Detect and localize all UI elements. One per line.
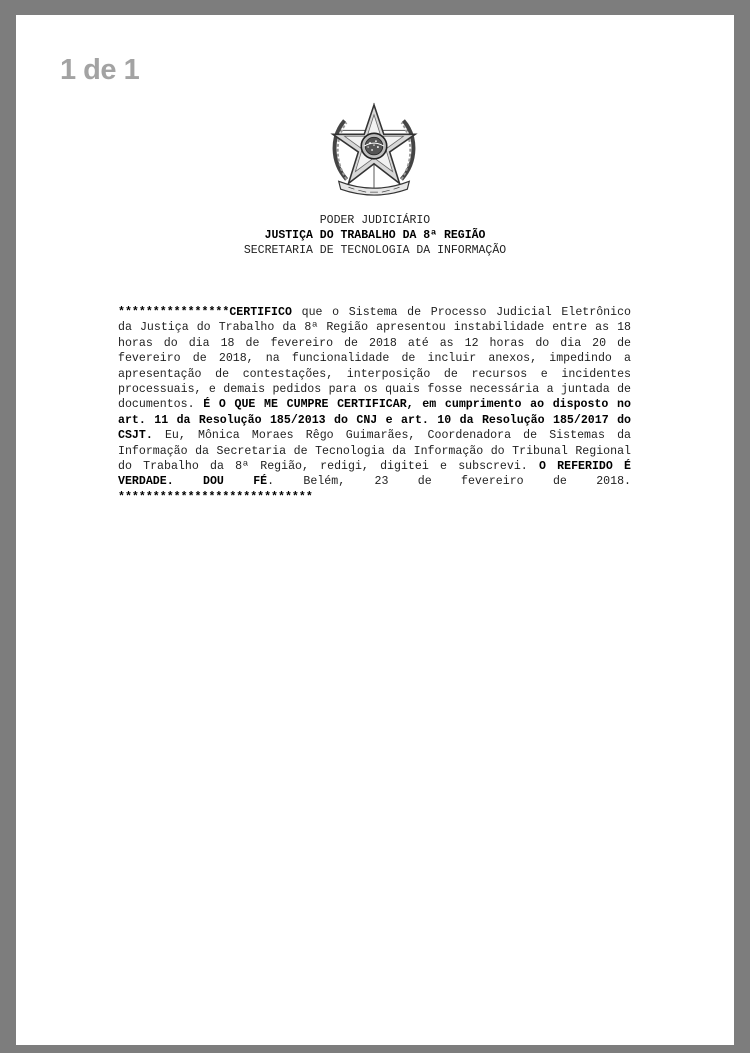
body-segment: Eu, Mônica Moraes Rêgo Guimarães, Coordenadora de Sistemas da Informação da Secretaria de Tecnologia da Informação do Tribunal Regional do Trabalho da 8ª Região, redigi, digitei e subscrevi. [118,429,631,474]
body-segment: que o Sistema de Processo Judicial Eletrônico da Justiça do Trabalho da 8ª Região apresentou instabilidade entre as 18 horas do dia 18 de fevereiro de 2018 até as 12 horas do dia 20 de fevereiro de 2018, na funcionalidade de incluir anexos, impedindo a apresentação de contestações, interposição de recursos e incidentes processuais, e demais pedidos para os quais fosse necessária a juntada de documentos. [118,306,631,412]
document-header [0,213,750,258]
header-line-justica-do-trabalho: JUSTIÇA DO TRABALHO DA 8ª REGIÃO [264,229,486,242]
body-bold-segment: O REFERIDO É VERDADE. DOU FÉ [118,460,631,489]
certifico-label: ****************CERTIFICO [118,306,292,319]
header-line-poder-judiciario: PODER JUDICIÁRIO [319,214,431,227]
header-line-secretaria: SECRETARIA DE TECNOLOGIA DA INFORMAÇÃO [243,244,507,257]
brazil-coat-of-arms-icon [325,100,423,200]
page-counter: 1 de 1 [60,54,140,86]
body-bold-segment: É O QUE ME CUMPRE CERTIFICAR, em cumprimento ao disposto no art. 11 da Resolução 185/2013 do CNJ e art. 10 da Resolução 185/2017 do CSJT. [118,398,631,443]
certificate-body [118,305,631,505]
body-segment: . Belém, 23 de fevereiro de 2018. [267,475,631,489]
closing-asterisks: **************************** [118,490,313,504]
